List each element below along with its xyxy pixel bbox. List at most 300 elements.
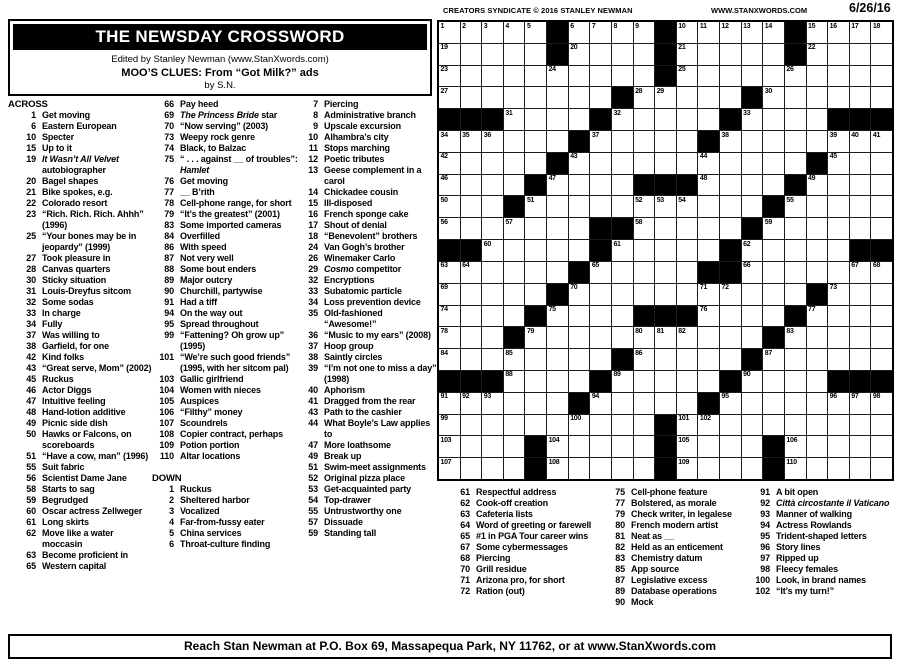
grid-cell[interactable] <box>720 196 741 217</box>
grid-cell[interactable] <box>763 131 784 152</box>
grid-cell[interactable] <box>742 131 763 152</box>
grid-cell[interactable] <box>439 436 460 457</box>
grid-cell[interactable] <box>763 371 784 392</box>
grid-cell[interactable] <box>655 349 676 370</box>
grid-cell[interactable] <box>807 436 828 457</box>
grid-cell[interactable] <box>763 415 784 436</box>
grid-cell[interactable] <box>828 415 849 436</box>
grid-cell[interactable] <box>785 66 806 87</box>
grid-cell[interactable] <box>461 284 482 305</box>
grid-cell[interactable] <box>828 87 849 108</box>
grid-cell[interactable] <box>871 66 892 87</box>
grid-cell[interactable] <box>439 262 460 283</box>
grid-cell[interactable] <box>698 306 719 327</box>
grid-cell[interactable] <box>525 131 546 152</box>
grid-cell[interactable] <box>482 153 503 174</box>
grid-cell[interactable] <box>698 415 719 436</box>
grid-cell[interactable] <box>461 87 482 108</box>
grid-cell[interactable] <box>850 218 871 239</box>
grid-cell[interactable] <box>590 327 611 348</box>
grid-cell[interactable] <box>763 349 784 370</box>
grid-cell[interactable] <box>850 349 871 370</box>
grid-cell[interactable] <box>590 131 611 152</box>
grid-cell[interactable] <box>655 218 676 239</box>
grid-cell[interactable] <box>569 284 590 305</box>
grid-cell[interactable] <box>525 415 546 436</box>
grid-cell[interactable] <box>698 458 719 479</box>
grid-cell[interactable] <box>634 109 655 130</box>
grid-cell[interactable] <box>763 306 784 327</box>
grid-cell[interactable] <box>590 87 611 108</box>
grid-cell[interactable] <box>504 175 525 196</box>
grid-cell[interactable] <box>612 22 633 43</box>
grid-cell[interactable] <box>828 22 849 43</box>
grid-cell[interactable] <box>504 109 525 130</box>
grid-cell[interactable] <box>439 284 460 305</box>
grid-cell[interactable] <box>525 371 546 392</box>
grid-cell[interactable] <box>807 262 828 283</box>
grid-cell[interactable] <box>525 349 546 370</box>
grid-cell[interactable] <box>439 415 460 436</box>
grid-cell[interactable] <box>569 153 590 174</box>
grid-cell[interactable] <box>547 306 568 327</box>
grid-cell[interactable] <box>720 44 741 65</box>
grid-cell[interactable] <box>461 196 482 217</box>
grid-cell[interactable] <box>547 218 568 239</box>
grid-cell[interactable] <box>569 327 590 348</box>
grid-cell[interactable] <box>850 153 871 174</box>
grid-cell[interactable] <box>439 87 460 108</box>
grid-cell[interactable] <box>504 131 525 152</box>
grid-cell[interactable] <box>482 436 503 457</box>
grid-cell[interactable] <box>569 436 590 457</box>
grid-cell[interactable] <box>807 349 828 370</box>
grid-cell[interactable] <box>461 415 482 436</box>
grid-cell[interactable] <box>763 22 784 43</box>
grid-cell[interactable] <box>634 262 655 283</box>
grid-cell[interactable] <box>504 415 525 436</box>
grid-cell[interactable] <box>547 175 568 196</box>
grid-cell[interactable] <box>871 218 892 239</box>
grid-cell[interactable] <box>439 218 460 239</box>
grid-cell[interactable] <box>612 393 633 414</box>
grid-cell[interactable] <box>807 196 828 217</box>
grid-cell[interactable] <box>547 131 568 152</box>
grid-cell[interactable] <box>461 262 482 283</box>
grid-cell[interactable] <box>871 349 892 370</box>
grid-cell[interactable] <box>547 196 568 217</box>
grid-cell[interactable] <box>612 371 633 392</box>
grid-cell[interactable] <box>742 109 763 130</box>
grid-cell[interactable] <box>807 240 828 261</box>
grid-cell[interactable] <box>634 87 655 108</box>
grid-cell[interactable] <box>742 66 763 87</box>
grid-cell[interactable] <box>807 218 828 239</box>
grid-cell[interactable] <box>828 458 849 479</box>
grid-cell[interactable] <box>807 306 828 327</box>
grid-cell[interactable] <box>698 284 719 305</box>
grid-cell[interactable] <box>871 262 892 283</box>
grid-cell[interactable] <box>439 306 460 327</box>
grid-cell[interactable] <box>871 175 892 196</box>
grid-cell[interactable] <box>742 175 763 196</box>
grid-cell[interactable] <box>763 240 784 261</box>
grid-cell[interactable] <box>807 44 828 65</box>
grid-cell[interactable] <box>720 66 741 87</box>
grid-cell[interactable] <box>807 87 828 108</box>
grid-cell[interactable] <box>569 87 590 108</box>
grid-cell[interactable] <box>720 284 741 305</box>
grid-cell[interactable] <box>482 66 503 87</box>
grid-cell[interactable] <box>482 44 503 65</box>
grid-cell[interactable] <box>634 284 655 305</box>
grid-cell[interactable] <box>763 109 784 130</box>
grid-cell[interactable] <box>742 284 763 305</box>
grid-cell[interactable] <box>655 393 676 414</box>
grid-cell[interactable] <box>785 371 806 392</box>
grid-cell[interactable] <box>612 458 633 479</box>
grid-cell[interactable] <box>677 262 698 283</box>
grid-cell[interactable] <box>634 327 655 348</box>
grid-cell[interactable] <box>742 415 763 436</box>
grid-cell[interactable] <box>547 66 568 87</box>
grid-cell[interactable] <box>569 175 590 196</box>
grid-cell[interactable] <box>720 306 741 327</box>
grid-cell[interactable] <box>763 87 784 108</box>
grid-cell[interactable] <box>850 175 871 196</box>
grid-cell[interactable] <box>590 415 611 436</box>
grid-cell[interactable] <box>807 175 828 196</box>
grid-cell[interactable] <box>590 22 611 43</box>
grid-cell[interactable] <box>785 131 806 152</box>
grid-cell[interactable] <box>785 87 806 108</box>
grid-cell[interactable] <box>461 349 482 370</box>
grid-cell[interactable] <box>698 240 719 261</box>
grid-cell[interactable] <box>720 131 741 152</box>
grid-cell[interactable] <box>504 218 525 239</box>
grid-cell[interactable] <box>850 196 871 217</box>
grid-cell[interactable] <box>698 349 719 370</box>
grid-cell[interactable] <box>634 218 655 239</box>
grid-cell[interactable] <box>655 284 676 305</box>
grid-cell[interactable] <box>547 371 568 392</box>
grid-cell[interactable] <box>785 284 806 305</box>
grid-cell[interactable] <box>828 240 849 261</box>
grid-cell[interactable] <box>569 306 590 327</box>
grid-cell[interactable] <box>525 196 546 217</box>
grid-cell[interactable] <box>698 327 719 348</box>
grid-cell[interactable] <box>871 196 892 217</box>
grid-cell[interactable] <box>569 240 590 261</box>
grid-cell[interactable] <box>634 44 655 65</box>
grid-cell[interactable] <box>655 196 676 217</box>
grid-cell[interactable] <box>634 131 655 152</box>
grid-cell[interactable] <box>569 66 590 87</box>
grid-cell[interactable] <box>828 131 849 152</box>
grid-cell[interactable] <box>850 87 871 108</box>
grid-cell[interactable] <box>612 436 633 457</box>
grid-cell[interactable] <box>569 218 590 239</box>
grid-cell[interactable] <box>850 284 871 305</box>
grid-cell[interactable] <box>807 327 828 348</box>
grid-cell[interactable] <box>439 131 460 152</box>
grid-cell[interactable] <box>612 415 633 436</box>
grid-cell[interactable] <box>634 153 655 174</box>
grid-cell[interactable] <box>569 349 590 370</box>
grid-cell[interactable] <box>785 436 806 457</box>
grid-cell[interactable] <box>655 109 676 130</box>
grid-cell[interactable] <box>439 196 460 217</box>
grid-cell[interactable] <box>634 371 655 392</box>
grid-cell[interactable] <box>461 436 482 457</box>
grid-cell[interactable] <box>612 262 633 283</box>
grid-cell[interactable] <box>547 87 568 108</box>
grid-cell[interactable] <box>569 415 590 436</box>
grid-cell[interactable] <box>720 87 741 108</box>
grid-cell[interactable] <box>439 22 460 43</box>
grid-cell[interactable] <box>612 66 633 87</box>
grid-cell[interactable] <box>763 175 784 196</box>
grid-cell[interactable] <box>482 458 503 479</box>
grid-cell[interactable] <box>482 327 503 348</box>
grid-cell[interactable] <box>742 371 763 392</box>
grid-cell[interactable] <box>720 349 741 370</box>
grid-cell[interactable] <box>525 327 546 348</box>
grid-cell[interactable] <box>461 458 482 479</box>
grid-cell[interactable] <box>677 458 698 479</box>
grid-cell[interactable] <box>634 458 655 479</box>
grid-cell[interactable] <box>871 44 892 65</box>
grid-cell[interactable] <box>720 393 741 414</box>
grid-cell[interactable] <box>461 66 482 87</box>
grid-cell[interactable] <box>590 284 611 305</box>
grid-cell[interactable] <box>785 262 806 283</box>
grid-cell[interactable] <box>504 22 525 43</box>
grid-cell[interactable] <box>547 436 568 457</box>
grid-cell[interactable] <box>569 109 590 130</box>
grid-cell[interactable] <box>698 371 719 392</box>
grid-cell[interactable] <box>461 306 482 327</box>
grid-cell[interactable] <box>828 66 849 87</box>
grid-cell[interactable] <box>871 306 892 327</box>
grid-cell[interactable] <box>742 262 763 283</box>
grid-cell[interactable] <box>785 153 806 174</box>
grid-cell[interactable] <box>590 175 611 196</box>
grid-cell[interactable] <box>698 436 719 457</box>
grid-cell[interactable] <box>698 153 719 174</box>
grid-cell[interactable] <box>828 393 849 414</box>
grid-cell[interactable] <box>850 393 871 414</box>
grid-cell[interactable] <box>634 393 655 414</box>
grid-cell[interactable] <box>655 327 676 348</box>
grid-cell[interactable] <box>677 327 698 348</box>
grid-cell[interactable] <box>525 66 546 87</box>
grid-cell[interactable] <box>698 175 719 196</box>
grid-cell[interactable] <box>590 436 611 457</box>
grid-cell[interactable] <box>850 44 871 65</box>
grid-cell[interactable] <box>482 240 503 261</box>
grid-cell[interactable] <box>698 87 719 108</box>
grid-cell[interactable] <box>504 153 525 174</box>
grid-cell[interactable] <box>828 306 849 327</box>
grid-cell[interactable] <box>482 284 503 305</box>
grid-cell[interactable] <box>482 22 503 43</box>
grid-cell[interactable] <box>763 284 784 305</box>
grid-cell[interactable] <box>461 218 482 239</box>
grid-cell[interactable] <box>871 284 892 305</box>
grid-cell[interactable] <box>698 218 719 239</box>
grid-cell[interactable] <box>785 327 806 348</box>
grid-cell[interactable] <box>763 218 784 239</box>
grid-cell[interactable] <box>482 349 503 370</box>
grid-cell[interactable] <box>439 327 460 348</box>
grid-cell[interactable] <box>482 415 503 436</box>
grid-cell[interactable] <box>590 306 611 327</box>
grid-cell[interactable] <box>547 393 568 414</box>
grid-cell[interactable] <box>547 458 568 479</box>
grid-cell[interactable] <box>677 436 698 457</box>
grid-cell[interactable] <box>439 175 460 196</box>
grid-cell[interactable] <box>807 393 828 414</box>
grid-cell[interactable] <box>439 458 460 479</box>
grid-cell[interactable] <box>634 196 655 217</box>
grid-cell[interactable] <box>461 44 482 65</box>
grid-cell[interactable] <box>525 262 546 283</box>
grid-cell[interactable] <box>742 393 763 414</box>
grid-cell[interactable] <box>482 306 503 327</box>
grid-cell[interactable] <box>720 436 741 457</box>
grid-cell[interactable] <box>569 22 590 43</box>
grid-cell[interactable] <box>828 262 849 283</box>
grid-cell[interactable] <box>742 436 763 457</box>
grid-cell[interactable] <box>850 66 871 87</box>
grid-cell[interactable] <box>677 349 698 370</box>
grid-cell[interactable] <box>547 262 568 283</box>
grid-cell[interactable] <box>828 218 849 239</box>
grid-cell[interactable] <box>698 196 719 217</box>
grid-cell[interactable] <box>785 415 806 436</box>
grid-cell[interactable] <box>871 393 892 414</box>
grid-cell[interactable] <box>655 87 676 108</box>
grid-cell[interactable] <box>871 458 892 479</box>
grid-cell[interactable] <box>482 87 503 108</box>
grid-cell[interactable] <box>828 284 849 305</box>
grid-cell[interactable] <box>504 458 525 479</box>
grid-cell[interactable] <box>504 393 525 414</box>
grid-cell[interactable] <box>461 393 482 414</box>
grid-cell[interactable] <box>569 458 590 479</box>
grid-cell[interactable] <box>850 436 871 457</box>
grid-cell[interactable] <box>547 240 568 261</box>
grid-cell[interactable] <box>634 240 655 261</box>
grid-cell[interactable] <box>677 109 698 130</box>
grid-cell[interactable] <box>590 262 611 283</box>
grid-cell[interactable] <box>677 44 698 65</box>
grid-cell[interactable] <box>871 327 892 348</box>
grid-cell[interactable] <box>569 44 590 65</box>
grid-cell[interactable] <box>655 262 676 283</box>
grid-cell[interactable] <box>720 327 741 348</box>
grid-cell[interactable] <box>828 349 849 370</box>
grid-cell[interactable] <box>547 327 568 348</box>
grid-cell[interactable] <box>698 109 719 130</box>
grid-cell[interactable] <box>461 153 482 174</box>
grid-cell[interactable] <box>850 131 871 152</box>
grid-cell[interactable] <box>763 153 784 174</box>
grid-cell[interactable] <box>850 306 871 327</box>
grid-cell[interactable] <box>828 196 849 217</box>
grid-cell[interactable] <box>504 87 525 108</box>
grid-cell[interactable] <box>439 393 460 414</box>
grid-cell[interactable] <box>698 66 719 87</box>
grid-cell[interactable] <box>525 22 546 43</box>
grid-cell[interactable] <box>547 415 568 436</box>
grid-cell[interactable] <box>461 327 482 348</box>
grid-cell[interactable] <box>590 458 611 479</box>
grid-cell[interactable] <box>590 44 611 65</box>
grid-cell[interactable] <box>612 284 633 305</box>
grid-cell[interactable] <box>677 240 698 261</box>
grid-cell[interactable] <box>504 371 525 392</box>
grid-cell[interactable] <box>742 327 763 348</box>
grid-cell[interactable] <box>785 349 806 370</box>
grid-cell[interactable] <box>871 87 892 108</box>
grid-cell[interactable] <box>720 22 741 43</box>
grid-cell[interactable] <box>807 22 828 43</box>
grid-cell[interactable] <box>482 262 503 283</box>
grid-cell[interactable] <box>525 109 546 130</box>
grid-cell[interactable] <box>698 44 719 65</box>
grid-cell[interactable] <box>461 22 482 43</box>
grid-cell[interactable] <box>850 262 871 283</box>
grid-cell[interactable] <box>590 393 611 414</box>
grid-cell[interactable] <box>439 349 460 370</box>
grid-cell[interactable] <box>785 196 806 217</box>
grid-cell[interactable] <box>763 66 784 87</box>
grid-cell[interactable] <box>504 306 525 327</box>
grid-cell[interactable] <box>742 44 763 65</box>
grid-cell[interactable] <box>461 175 482 196</box>
grid-cell[interactable] <box>720 458 741 479</box>
grid-cell[interactable] <box>828 44 849 65</box>
grid-cell[interactable] <box>677 284 698 305</box>
grid-cell[interactable] <box>720 153 741 174</box>
grid-cell[interactable] <box>850 327 871 348</box>
grid-cell[interactable] <box>677 153 698 174</box>
grid-cell[interactable] <box>482 175 503 196</box>
grid-cell[interactable] <box>807 66 828 87</box>
grid-cell[interactable] <box>785 458 806 479</box>
grid-cell[interactable] <box>828 175 849 196</box>
grid-cell[interactable] <box>785 240 806 261</box>
grid-cell[interactable] <box>871 131 892 152</box>
grid-cell[interactable] <box>612 44 633 65</box>
grid-cell[interactable] <box>677 415 698 436</box>
grid-cell[interactable] <box>677 22 698 43</box>
grid-cell[interactable] <box>828 436 849 457</box>
grid-cell[interactable] <box>504 436 525 457</box>
grid-cell[interactable] <box>871 415 892 436</box>
grid-cell[interactable] <box>871 22 892 43</box>
grid-cell[interactable] <box>720 175 741 196</box>
grid-cell[interactable] <box>612 306 633 327</box>
grid-cell[interactable] <box>677 218 698 239</box>
grid-cell[interactable] <box>525 284 546 305</box>
grid-cell[interactable] <box>612 131 633 152</box>
grid-cell[interactable] <box>634 436 655 457</box>
grid-cell[interactable] <box>763 393 784 414</box>
grid-cell[interactable] <box>655 153 676 174</box>
